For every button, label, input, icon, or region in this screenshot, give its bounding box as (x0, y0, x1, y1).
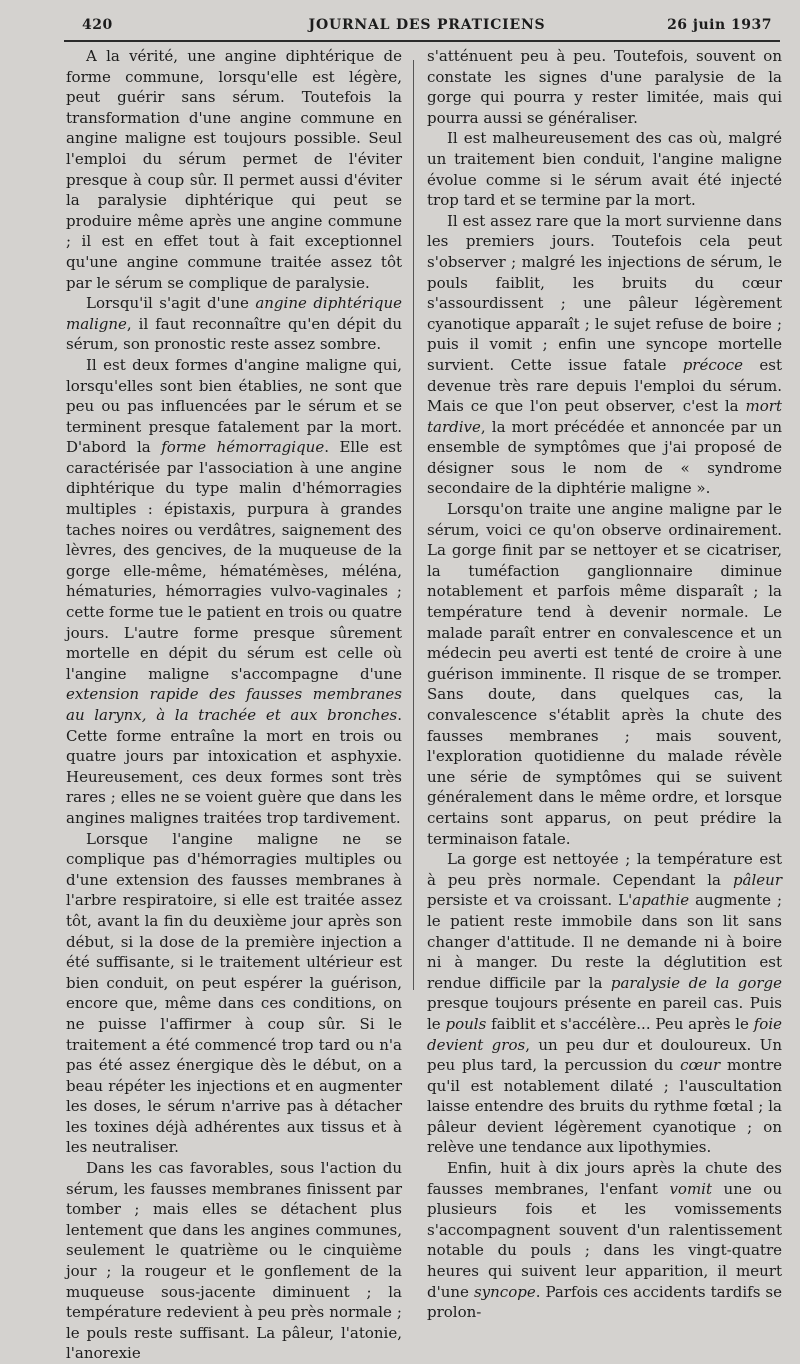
paragraph: Il est assez rare que la mort survienne dans les premiers jours. Toutefois cela peut s'observer ; malgré les injections de sérum, le pouls faiblit, les bruits du cœur s'assourdissent ; une pâleur légèrement cyanotique apparaît ; le sujet refuse de boire ; puis il vomit ; enfin une syncope mortelle survient. Cette issue fatale précoce est devenue très rare depuis l'emploi du sérum. Mais ce que l'on peut observer, c'est la mort tardive, la mort précédée et annoncée par un ensemble de symptômes que j'ai proposé de désigner sous le nom de « syndrome secondaire de la diphtérie maligne ». (427, 211, 782, 498)
paragraph: s'atténuent peu à peu. Toutefois, souvent on constate les signes d'une paralysie de la gorge qui pourra y rester limitée, mais qui pourra aussi se généraliser. (427, 47, 782, 127)
paragraph: Lorsque l'angine maligne ne se complique pas d'hémorragies multiples ou d'une extension des fausses membranes à l'arbre respiratoire, si elle est traitée assez tôt, avant la fin du deuxième jour après son début, si la dose de la première injection a été suffisante, si le traitement ultérieur est bien conduit, on peut espérer la guérison, encore que, même dans ces conditions, on ne puisse l'affirmer à coup sûr. Si le traitement a été commencé trop tard ou n'a pas été assez énergique dès le début, on a beau répéter les injections et en augmenter les doses, le sérum n'arrive pas à détacher les toxines déjà adhérentes aux tissus et à les neutraliser. (66, 829, 402, 1157)
paragraph: Il est malheureusement des cas où, malgré un traitement bien conduit, l'angine maligne évolue comme si le sérum avait été injecté trop tard et se termine par la mort. (427, 129, 782, 210)
paragraph: Dans les cas favorables, sous l'action du sérum, les fausses membranes finissent par tomber ; mais elles se détachent plus lentement que dans les angines communes, seulement le quatrième ou le cinquième jour ; la rougeur et le gonflement de la muqueuse sous-jacente diminuent ; la température redevient à peu près normale ; le pouls reste suffisant. La pâleur, l'atonie, l'anorexie (66, 1159, 402, 1363)
page-number: 420 (82, 17, 113, 33)
paragraph: Enfin, huit à dix jours après la chute des fausses membranes, l'enfant vomit une ou plusieurs fois et les vomissements s'accompagnent souvent d'un ralentissement notable du pouls ; dans les vingt-quatre heures qui suivent leur apparition, il meurt d'une syncope. Parfois ces accidents tardifs se prolon- (427, 1159, 782, 1322)
paragraph: A la vérité, une angine diphtérique de forme commune, lorsqu'elle est légère, peut guérir sans sérum. Toutefois la transformation d'une angine commune en angine maligne est toujours possible. Seul l'emploi du sérum permet de l'éviter presque à coup sûr. Il permet aussi d'éviter la paralysie diphtérique qui peut se produire même après une angine commune ; il est en effet tout à fait exceptionnel qu'une angine commune traitée assez tôt par le sérum se complique de paralysie. (66, 47, 402, 292)
paragraph: Lorsqu'on traite une angine maligne par le sérum, voici ce qu'on observe ordinairement. La gorge finit par se nettoyer et se cicatriser, la tuméfaction ganglionnaire diminue notablement et parfois même disparaît ; la température tend à devenir normale. Le malade paraît entrer en convalescence et un médecin peu averti est tenté de croire à une guérison imminente. Il risque de se tromper. Sans doute, dans quelques cas, la convalescence s'établit après la chute des fausses membranes ; mais souvent, l'exploration quotidienne du malade révèle une série de symptômes qui se suivent généralement dans le même ordre, et lorsque certains sont apparus, on peut prédire la terminaison fatale. (427, 500, 782, 848)
issue-date: 26 juin 1937 (667, 17, 772, 33)
page-header (82, 15, 772, 39)
right-column (427, 46, 782, 1323)
paragraph: La gorge est nettoyée ; la température est à peu près normale. Cependant la pâleur persiste et va croissant. L'apathie augmente ; le patient reste immobile dans son lit sans changer d'attitude. Il ne demande ni à boire ni à manger. Du reste la déglutition est rendue difficile par la paralysie de la gorge presque toujours présente en pareil cas. Puis le pouls faiblit et s'accélère... Peu après le foie devient gros, un peu dur et douloureux. Un peu plus tard, la percussion du cœur montre qu'il est notablement dilaté ; l'auscultation laisse entendre des bruits du rythme fœtal ; la pâleur devient légèrement cyanotique ; on relève une tendance aux lipothymies. (427, 850, 783, 1157)
paragraph: Lorsqu'il s'agit d'une angine diphtérique maligne, il faut reconnaître qu'en dépit du sérum, son pronostic reste assez sombre. (66, 294, 402, 354)
left-column (66, 46, 402, 1364)
paragraph: Il est deux formes d'angine maligne qui, lorsqu'elles sont bien établies, ne sont que peu ou pas influencées par le sérum et se terminent presque fatalement par la mort. D'abord la forme hémorragique. Elle est caractérisée par l'association à une angine diphtérique du type malin d'hémorragies multiples : épistaxis, purpura à grandes taches noires ou verdâtres, saignement des lèvres, des gencives, de la muqueuse de la gorge elle-même, hématémèses, méléna, hématuries, hémorragies vulvo-vaginales ; cette forme tue le patient en trois ou quatre jours. L'autre forme presque sûrement mortelle en dépit du sérum est celle où l'angine maligne s'accompagne d'une extension rapide des fausses membranes au larynx, à la trachée et aux bronches. Cette forme entraîne la mort en trois ou quatre jours par intoxication et asphyxie. Heureusement, ces deux formes sont très rares ; elles ne se voient guère que dans les angines malignes traitées trop tardivement. (66, 355, 402, 827)
header-rule (64, 40, 780, 42)
column-divider (413, 60, 414, 990)
journal-title: JOURNAL DES PRATICIENS (308, 17, 546, 33)
